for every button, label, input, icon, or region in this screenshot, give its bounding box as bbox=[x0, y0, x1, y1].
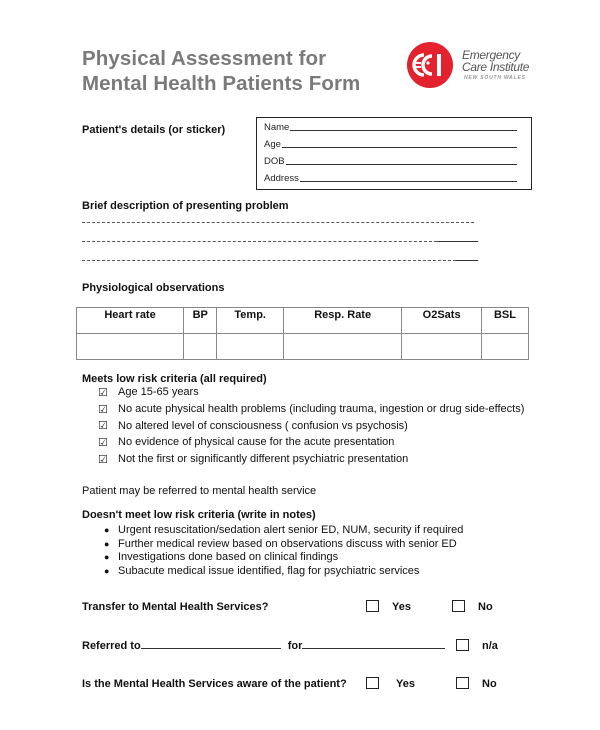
line-3-end bbox=[456, 260, 478, 261]
transfer-yes-label: Yes bbox=[392, 601, 411, 613]
for-label: for bbox=[287, 640, 303, 652]
referred-to-input[interactable] bbox=[141, 639, 281, 649]
resp-rate-cell[interactable] bbox=[284, 334, 402, 360]
bullet-icon: ● bbox=[104, 524, 110, 535]
observations-label: Physiological observations bbox=[82, 282, 225, 294]
list-item bbox=[104, 551, 463, 565]
na-checkbox[interactable] bbox=[456, 639, 469, 651]
for-input[interactable] bbox=[302, 639, 445, 649]
address-label: Address bbox=[264, 173, 299, 184]
eci-logo bbox=[407, 42, 537, 92]
low-risk-list bbox=[98, 384, 524, 467]
list-item bbox=[98, 384, 524, 401]
referred-to-label: Referred to bbox=[82, 640, 141, 652]
logo-name bbox=[462, 49, 529, 73]
patient-details-box bbox=[256, 117, 532, 190]
presenting-problem-line-3[interactable] bbox=[82, 260, 456, 261]
transfer-no-label: No bbox=[478, 601, 493, 613]
col-heart-rate: Heart rate bbox=[77, 308, 184, 334]
checked-box-icon[interactable]: ☑ bbox=[98, 403, 108, 416]
temp-cell[interactable] bbox=[217, 334, 284, 360]
bp-cell[interactable] bbox=[184, 334, 217, 360]
address-input-line[interactable] bbox=[300, 181, 517, 182]
col-bsl: BSL bbox=[481, 308, 528, 334]
col-temp: Temp. bbox=[217, 308, 284, 334]
name-label: Name bbox=[264, 122, 290, 133]
referred-to-row bbox=[82, 639, 445, 652]
name-field[interactable] bbox=[264, 122, 517, 133]
list-item bbox=[98, 434, 524, 451]
presenting-problem-line-2[interactable] bbox=[82, 241, 437, 242]
not-low-risk-list bbox=[104, 523, 463, 578]
aware-question: Is the Mental Health Services aware of the patient? bbox=[82, 678, 347, 690]
observations-table bbox=[76, 307, 529, 360]
name-input-line[interactable] bbox=[290, 130, 517, 131]
aware-yes-label: Yes bbox=[396, 678, 415, 690]
patient-details-label: Patient's details (or sticker) bbox=[82, 124, 226, 136]
form-title bbox=[82, 46, 360, 96]
bullet-icon: ● bbox=[104, 552, 110, 563]
age-field[interactable] bbox=[264, 139, 517, 150]
criteria-text: No altered level of consciousness ( confusion vs psychosis) bbox=[118, 419, 408, 432]
dob-label: DOB bbox=[264, 156, 285, 167]
na-label: n/a bbox=[482, 640, 498, 652]
aware-no-checkbox[interactable] bbox=[456, 677, 469, 689]
address-field[interactable] bbox=[264, 173, 517, 184]
o2sats-cell[interactable] bbox=[402, 334, 482, 360]
criteria-text: No evidence of physical cause for the acute presentation bbox=[118, 436, 395, 449]
age-input-line[interactable] bbox=[282, 147, 517, 148]
bullet-icon: ● bbox=[104, 538, 110, 549]
low-risk-heading: Meets low risk criteria (all required) bbox=[82, 373, 267, 385]
checked-box-icon[interactable]: ☑ bbox=[98, 436, 108, 449]
list-item bbox=[104, 523, 463, 537]
list-item bbox=[98, 451, 524, 468]
list-item bbox=[98, 401, 524, 418]
list-item bbox=[104, 564, 463, 578]
checked-box-icon[interactable]: ☑ bbox=[98, 386, 108, 399]
checked-box-icon[interactable]: ☑ bbox=[98, 420, 108, 433]
age-label: Age bbox=[264, 139, 281, 150]
list-item bbox=[104, 537, 463, 551]
observations-value-row bbox=[77, 334, 529, 360]
title-line-1: Physical Assessment for bbox=[82, 47, 327, 70]
col-o2sats: O2Sats bbox=[402, 308, 482, 334]
transfer-yes-checkbox[interactable] bbox=[366, 600, 379, 612]
not-low-risk-heading: Doesn't meet low risk criteria (write in notes) bbox=[82, 509, 316, 521]
referral-note: Patient may be referred to mental health service bbox=[82, 485, 317, 497]
col-bp: BP bbox=[184, 308, 217, 334]
title-line-2: Mental Health Patients Form bbox=[82, 72, 361, 95]
dob-input-line[interactable] bbox=[286, 164, 517, 165]
criteria-text: No acute physical health problems (including trauma, ingestion or drug side-effects) bbox=[118, 403, 525, 416]
heart-rate-cell[interactable] bbox=[77, 334, 184, 360]
eci-logo-icon bbox=[407, 42, 453, 88]
bsl-cell[interactable] bbox=[481, 334, 528, 360]
transfer-no-checkbox[interactable] bbox=[452, 600, 465, 612]
dob-field[interactable] bbox=[264, 156, 517, 167]
bullet-text: Subacute medical issue identified, flag for psychiatric services bbox=[118, 565, 420, 578]
presenting-problem-label: Brief description of presenting problem bbox=[82, 200, 289, 212]
col-resp-rate: Resp. Rate bbox=[284, 308, 402, 334]
aware-yes-checkbox[interactable] bbox=[366, 677, 379, 689]
observations-header-row bbox=[77, 308, 529, 334]
line-2-end bbox=[437, 241, 478, 242]
criteria-text: Age 15-65 years bbox=[118, 386, 199, 399]
bullet-text: Further medical review based on observations discuss with senior ED bbox=[118, 537, 457, 550]
logo-name-line-1: Emergency bbox=[462, 48, 520, 62]
bullet-text: Urgent resuscitation/sedation alert senior ED, NUM, security if required bbox=[118, 523, 464, 536]
list-item bbox=[98, 417, 524, 434]
presenting-problem-line-1[interactable] bbox=[82, 222, 474, 223]
transfer-question: Transfer to Mental Health Services? bbox=[82, 601, 269, 613]
logo-subtitle: NEW SOUTH WALES bbox=[464, 75, 526, 81]
aware-no-label: No bbox=[482, 678, 497, 690]
criteria-text: Not the first or significantly different psychiatric presentation bbox=[118, 453, 409, 466]
bullet-text: Investigations done based on clinical findings bbox=[118, 551, 339, 564]
logo-name-line-2: Care Institute bbox=[462, 60, 530, 74]
bullet-icon: ● bbox=[104, 566, 110, 577]
checked-box-icon[interactable]: ☑ bbox=[98, 453, 108, 466]
